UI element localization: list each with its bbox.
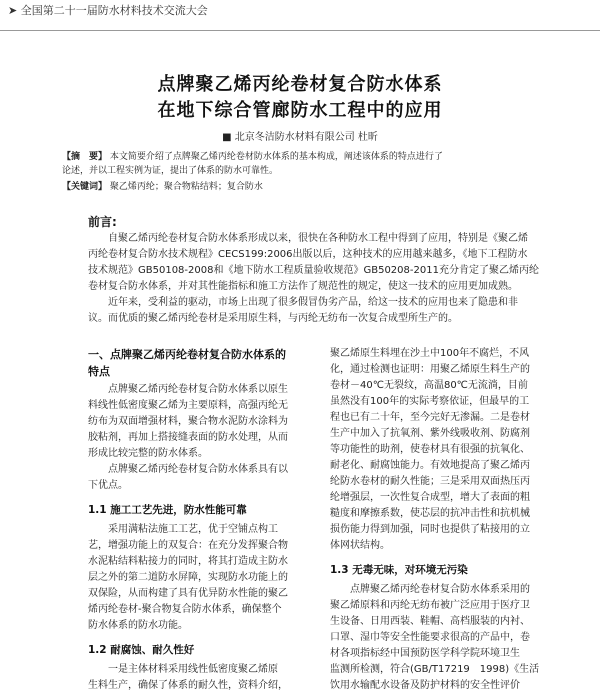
abstract [62, 150, 550, 178]
text-line: 技术规范》GB50108-2008和《地下防水工程质量验收规范》GB50208-2011充分肯定了聚乙烯丙纶 [88, 265, 539, 276]
abstract-label: 【摘 要】 [62, 152, 108, 162]
header-text: 全国第二十一届防水材料技术交流大会 [20, 4, 208, 17]
running-header [8, 2, 208, 18]
text-line: 聚乙烯原料和丙纶无纺布被广泛应用于医疗卫 [330, 600, 530, 611]
left-column [88, 382, 320, 694]
text-line: 纶防水卷材的耐久性能；三是采用双面热压丙 [330, 476, 530, 487]
text-line: 卷材复合防水体系，并对其性能指标和施工方法作了规范性的规定，使这一技术的应用更加成熟。 [88, 281, 518, 292]
text-line: 生设备、日用西装、鞋帽、高档服装的内衬、 [330, 616, 530, 627]
text-line: 耐老化、耐腐蚀能力。有效地提高了聚乙烯丙 [330, 460, 530, 471]
preface-heading: 前言: [88, 215, 117, 229]
text-line: 防水体系的防水功能。 [88, 620, 188, 631]
text-line: 虽然没有100年的实际考察依证，但最早的工 [330, 396, 530, 407]
text-line: 监测所检测，符合(GB/T17219 1998)《生活 [330, 664, 540, 675]
text-line: 点牌聚乙烯丙纶卷材复合防水体系以原生 [108, 384, 288, 395]
text-line: 纺布为双面增强材料，聚合物水泥防水涂料为 [88, 416, 288, 427]
text-line: 层之外的第二道防水屏障，实现防水功能上的 [88, 572, 288, 583]
text-line: 采用满粘法施工工艺，优于空铺点构工 [108, 524, 278, 535]
text-line: 损伤能力得到加强，同时也提供了粘接用的立 [330, 524, 530, 535]
text-line: 艺，增强功能上的双复合：在充分发挥聚合物 [88, 540, 288, 551]
header-arrow-icon: ➤ [8, 4, 21, 17]
text-line: 体网状结构。 [330, 540, 390, 551]
text-line: 等功能性的助剂，使卷材具有很强的抗氧化、 [330, 444, 530, 455]
text-line: 糙度和摩擦系数，使芯层的抗冲击性和抗机械 [330, 508, 530, 519]
section-1-heading [88, 346, 320, 380]
text-line: 烯丙纶卷材-聚合物复合防水体系，确保整个 [88, 604, 282, 615]
text-line: 饮用水输配水设备及防护材料的安全性评价 [330, 680, 520, 691]
keywords-label: 【关键词】 [62, 182, 108, 192]
text-line: 双保险，从而构建了具有优异防水性能的聚乙 [88, 588, 288, 599]
text-line: 材各项指标经中国预防医学科学院环境卫生 [330, 648, 520, 659]
text-line: 水泥粘结料粘接力的同时，将其打造成主防水 [88, 556, 288, 567]
title-line-1: 点牌聚乙烯丙纶卷材复合防水体系 [157, 74, 443, 95]
header-rule [0, 30, 600, 31]
text-line: 化，通过检测也证明：用聚乙烯原生料生产的 [330, 364, 530, 375]
text-line: 点牌聚乙烯丙纶卷材复合防水体系采用的 [350, 584, 530, 595]
text-line: 卷材－40℃无裂纹，高温80℃无流淌，目前 [330, 380, 528, 391]
text-line: 一是主体材料采用线性低密度聚乙烯原 [108, 664, 278, 675]
abstract-text-2: 论述，并以工程实例为证，提出了体系的防水可靠性。 [62, 166, 279, 176]
text-line: 纶增强层，一次性复合成型，增大了表面的粗 [330, 492, 530, 503]
keywords-text: 聚乙烯丙纶；聚合物粘结料；复合防水 [109, 182, 263, 192]
text-line: 胶粘剂，再加上搭接缝表面的防水处理，从而 [88, 432, 288, 443]
section-1-heading-line-1: 一、点牌聚乙烯丙纶卷材复合防水体系的 [88, 348, 286, 361]
subsection-1-3-heading: 1.3 无毒无味，对环境无污染 [330, 564, 468, 576]
subsection-1-2-heading: 1.2 耐腐蚀、耐久性好 [88, 644, 195, 656]
text-line: 料线性低密度聚乙烯为主要原料，高强丙纶无 [88, 400, 288, 411]
text-line: 生产中加入了抗氧剂、紫外线吸收剂、防腐剂 [330, 428, 530, 439]
text-line: 下优点。 [88, 480, 128, 491]
subsection-1-1-heading: 1.1 施工工艺先进，防水性能可靠 [88, 504, 247, 516]
text-line: 程也已有二十年，至今完好无渗漏。二是卷材 [330, 412, 530, 423]
text-line: 聚乙烯原生料埋在沙土中100年不腐烂，不风 [330, 348, 530, 359]
text-line: 自聚乙烯丙纶卷材复合防水体系形成以来，很快在各种防水工程中得到了应用，特别是《聚乙烯 [108, 233, 528, 244]
text-line: 议。而优质的聚乙烯丙纶卷材是采用原生料，与丙纶无纺布一次复合成型所生产的。 [88, 313, 458, 324]
text-line: 丙纶卷材复合防水技术规程》CECS199:2006出版以后，这种技术的应用越来越多，《地下工程防水 [88, 249, 528, 260]
text-line: 近年来，受利益的驱动，市场上出现了很多假冒伪劣产品，给这一技术的应用也来了隐患和非 [108, 297, 518, 308]
text-line: 口罩、湿巾等安全性能要求很高的产品中，卷 [330, 632, 530, 643]
text-line: 点牌聚乙烯丙纶卷材复合防水体系具有以 [108, 464, 288, 475]
text-line: 生料生产，确保了体系的耐久性，资料介绍， [88, 680, 288, 691]
abstract-text-1: 本文简要介绍了点牌聚乙烯丙纶卷材防水体系的基本构成，阐述该体系的特点进行了 [109, 152, 443, 162]
section-1-heading-line-2: 特点 [88, 365, 110, 378]
right-column [330, 346, 558, 694]
title-line-2: 在地下综合管廊防水工程中的应用 [157, 100, 443, 121]
keywords [62, 180, 550, 194]
preface-body [88, 231, 558, 327]
text-line: 形成比较完整的防水体系。 [88, 448, 208, 459]
author-line: ■ 北京冬洁防水材料有限公司 杜昕 [222, 132, 378, 143]
